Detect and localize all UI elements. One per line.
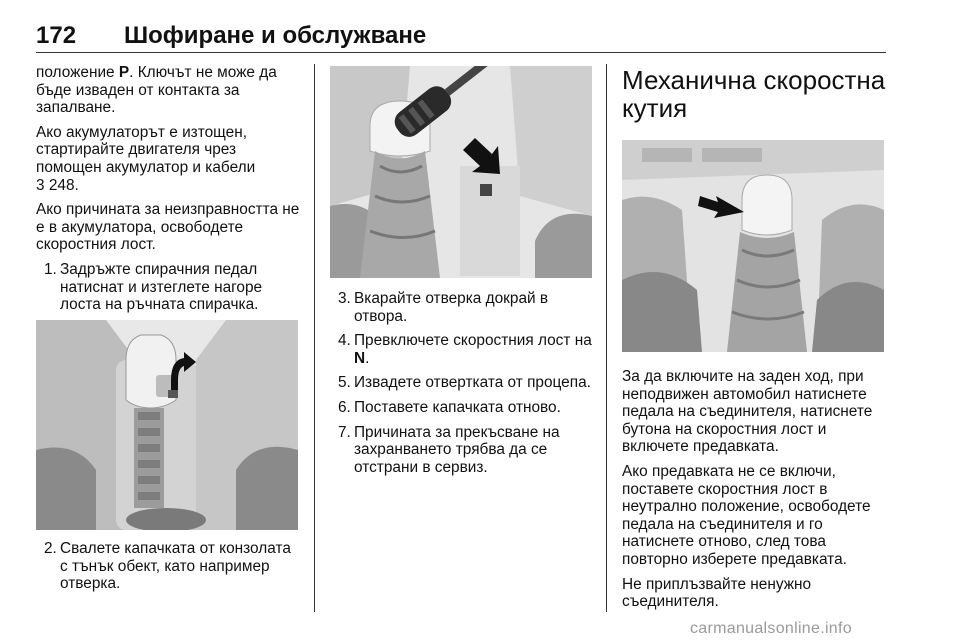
manual-gear-icon: [622, 140, 884, 352]
list-item: 3. Вкарайте отверка докрай в отвора.: [338, 290, 549, 325]
column-divider: [314, 64, 315, 612]
column-1-continued: [36, 540, 302, 600]
steps-list: [36, 261, 302, 314]
column-divider: [606, 64, 607, 612]
list-item: 2. Свалете капачката от конзолата с тънък обект, като например отверка.: [44, 540, 291, 593]
section-title: Механична скоростна кутия: [622, 65, 886, 123]
gear-lever-icon: [36, 320, 298, 530]
gear-position-n: N: [354, 349, 366, 367]
page-reference-link[interactable]: 248.: [48, 176, 79, 194]
header-rule: [36, 52, 886, 53]
paragraph: За да включите на заден ход, при неподвижен автомобил натиснете педала на съединителя, натиснете бутона на скоростния лост и включете предавката.: [622, 368, 873, 456]
page-reference-arrow-icon: 3: [36, 176, 45, 194]
paragraph: Ако предавката не се включи, поставете скоростния лост в неутрално положение, освободете педала на съединителя и го натиснете отново, след това повторно изберете предавката.: [622, 462, 871, 568]
list-item: 1. Задръжте спирачния педал натиснат и изтеглете нагоре лоста на ръчната спирачка.: [44, 260, 263, 314]
watermark: carmanualsonline.info: [690, 620, 852, 637]
manual-gear-lever-illustration: [622, 140, 884, 352]
paragraph: Ако причината за неизправността не е в акумулатора, освободете скоростния лост.: [36, 201, 300, 254]
steps-list: [36, 540, 302, 593]
gear-position-p: P: [118, 64, 130, 81]
list-item: 6. Поставете капачката отново.: [338, 398, 561, 416]
list-item: 4. Превключете скоростния лост на N.: [338, 332, 592, 367]
automatic-gear-lever-illustration: [36, 320, 298, 530]
paragraph: Не приплъзвайте ненужно съединителя.: [622, 575, 812, 611]
screwdriver-icon: [330, 66, 592, 278]
column-2: [330, 290, 592, 483]
page-header: [36, 22, 886, 52]
screwdriver-release-illustration: [330, 66, 592, 278]
column-3: [622, 368, 888, 618]
list-item: 7. Причината за прекъсване на захранването трябва да се отстрани в сервиз.: [338, 423, 560, 476]
paragraph: Ако акумулаторът е изтощен, стартирайте двигателя чрез помощен акумулатор и кабели 3 248.: [36, 123, 256, 194]
list-item: 5. Извадете отвертката от процепа.: [338, 374, 591, 392]
column-1: [36, 64, 302, 321]
steps-list: [330, 290, 592, 476]
chapter-title: Шофиране и обслужване: [124, 22, 427, 49]
page-number: 172: [36, 22, 77, 49]
paragraph: положение P. Ключът не може да бъде изваден от контакта за запалване.: [36, 64, 277, 117]
